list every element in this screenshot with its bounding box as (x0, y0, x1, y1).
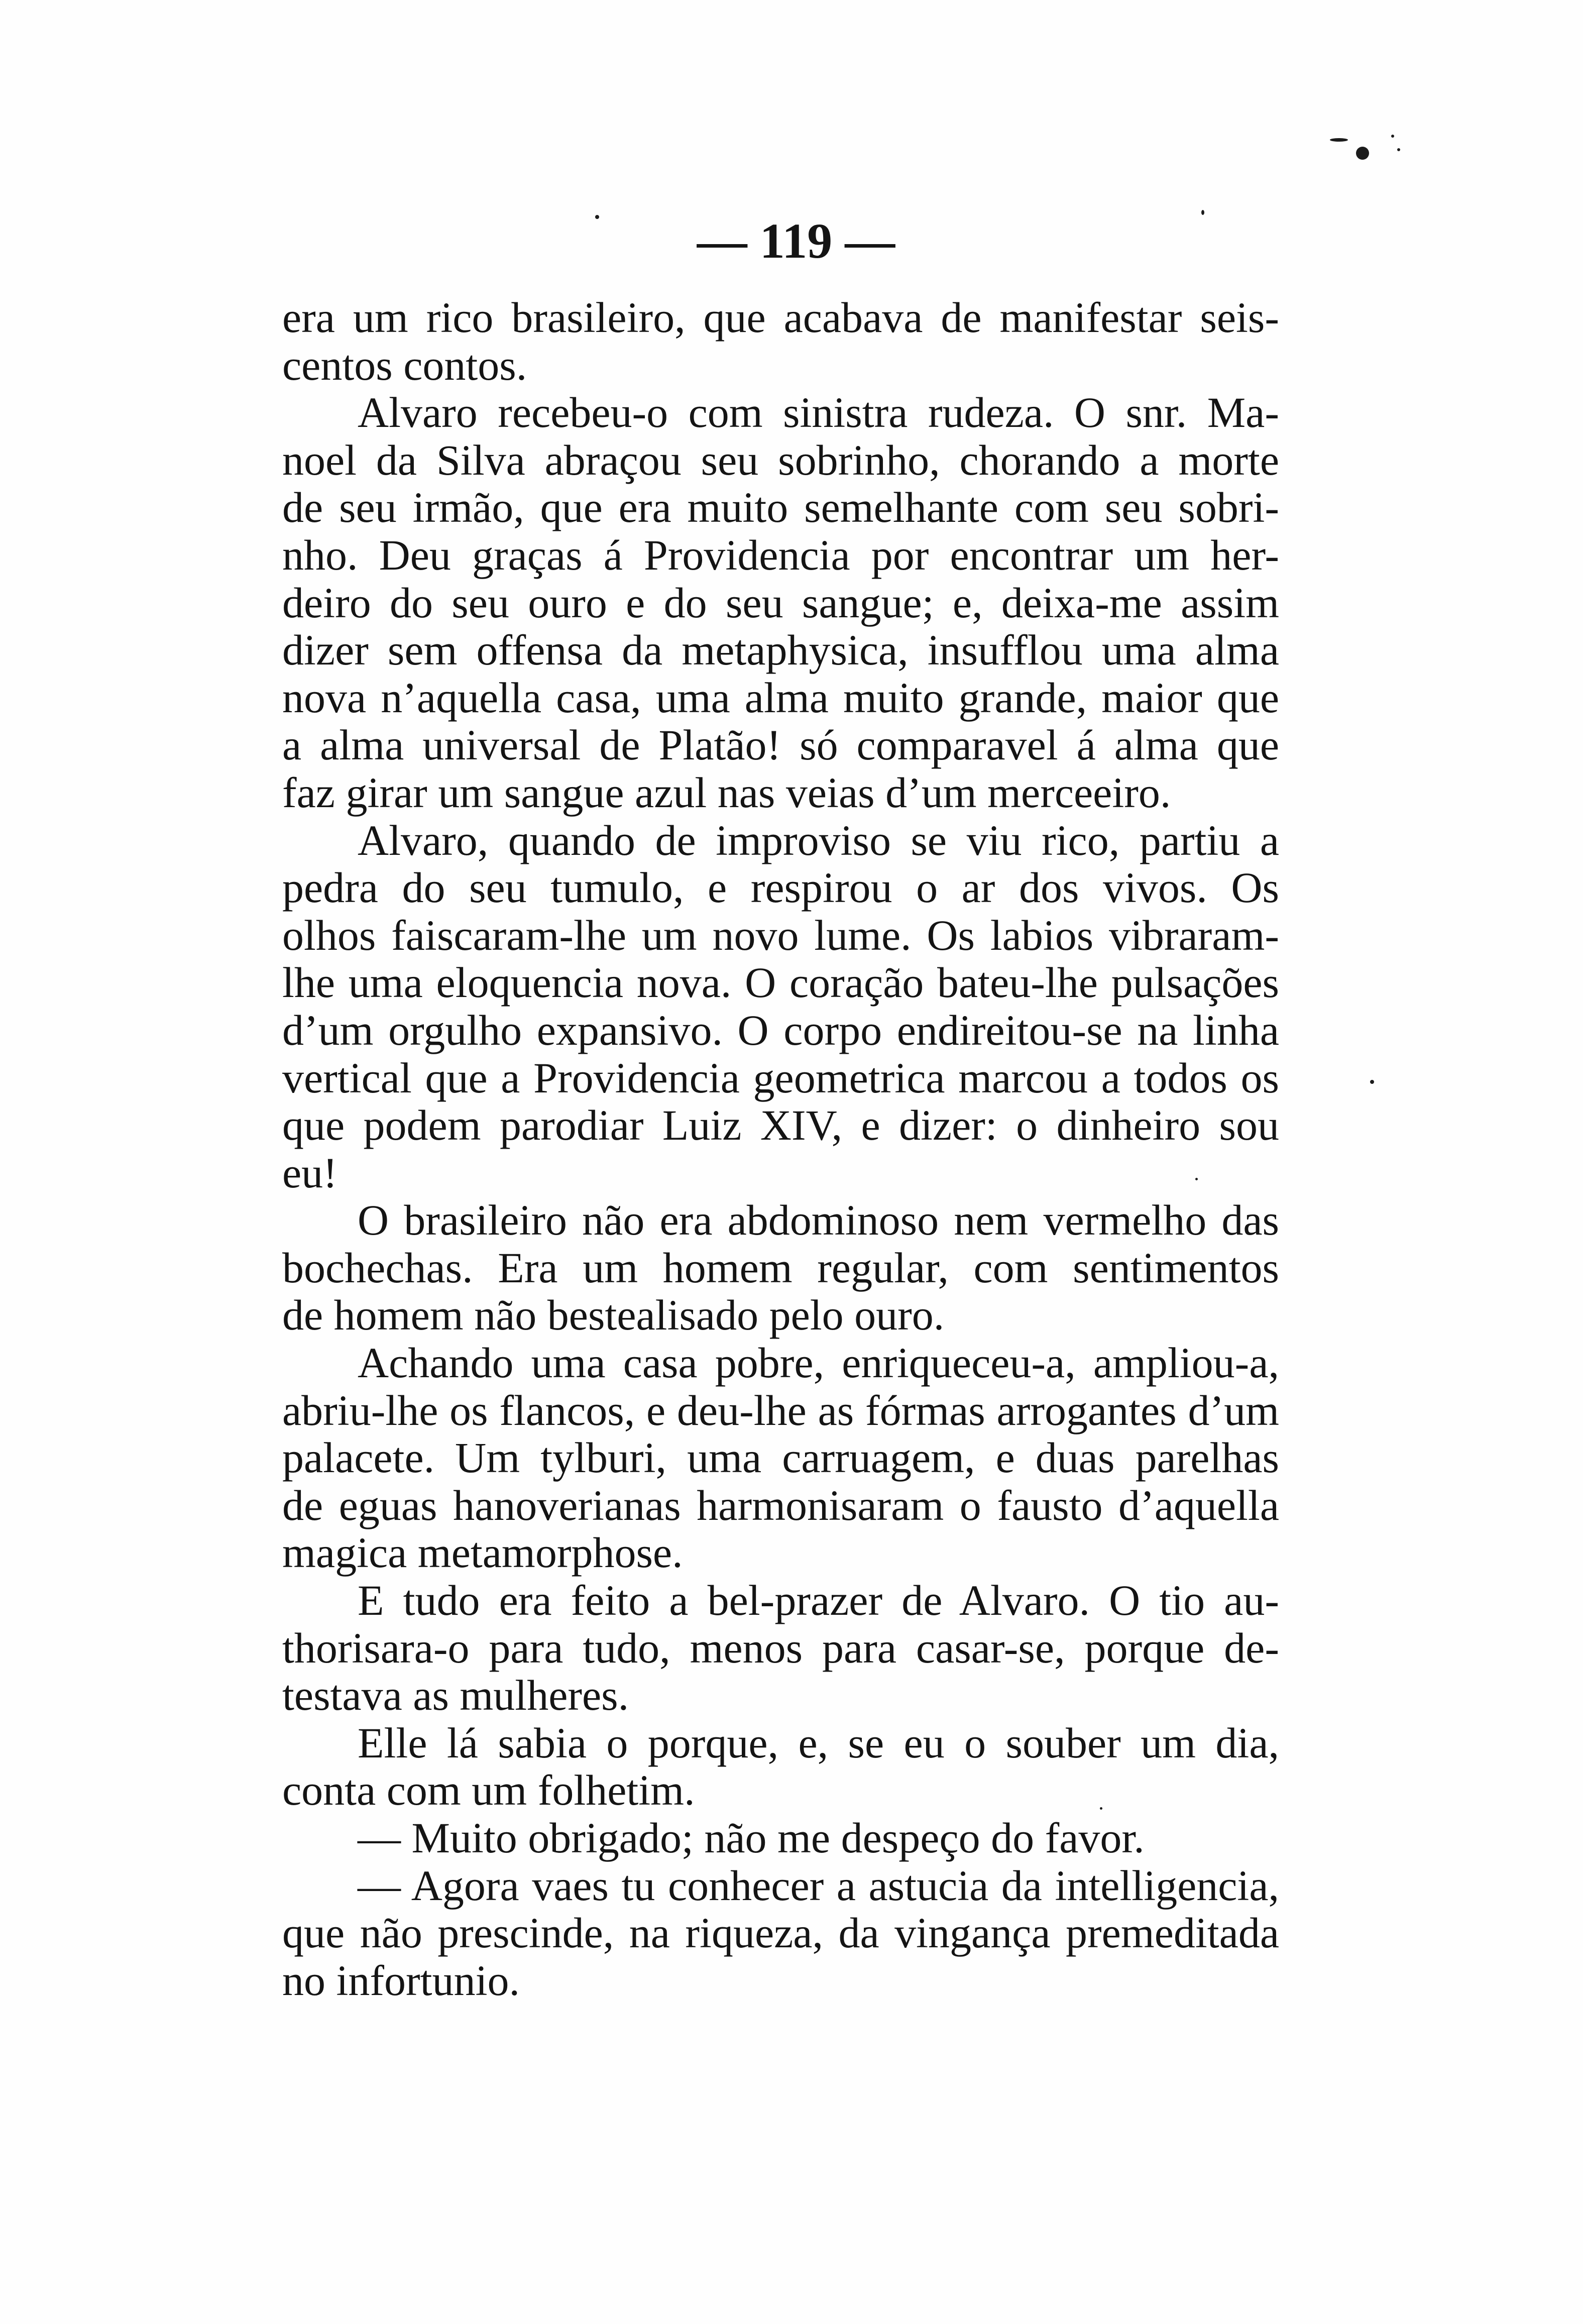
text-line: deiro do seu ouro e do seu sangue; e, deixa-me assim (282, 578, 1279, 627)
scan-speck (1356, 147, 1369, 160)
text-line: que podem parodiar Luiz XIV, e dizer: o dinheiro sou (282, 1101, 1279, 1150)
scan-speck (1397, 148, 1400, 151)
text-line: bochechas. Era um homem regular, com sentimentos (282, 1243, 1279, 1292)
text-line: Elle lá sabia o porque, e, se eu o souber um dia, (358, 1718, 1279, 1767)
text-line: nho. Deu graças á Providencia por encontrar um her- (282, 530, 1279, 579)
text-line: no infortunio. (282, 1956, 520, 2005)
text-line: conta com um folhetim. (282, 1766, 695, 1815)
scan-speck (1100, 1807, 1102, 1810)
scan-speck (595, 215, 599, 219)
text-line: nova n’aquella casa, uma alma muito grande, maior que (282, 673, 1279, 722)
text-line: faz girar um sangue azul nas veias d’um merceeiro. (282, 768, 1171, 817)
text-line: lhe uma eloquencia nova. O coração bateu-lhe pulsações (282, 958, 1279, 1007)
text-line: — Muito obrigado; não me despeço do favor. (358, 1814, 1145, 1862)
text-line: vertical que a Providencia geometrica marcou a todos os (282, 1053, 1279, 1102)
body-text (282, 294, 1279, 2004)
text-line: E tudo era feito a bel-prazer de Alvaro. O tio au- (358, 1576, 1279, 1625)
text-line: a alma universal de Platão! só comparavel á alma que (282, 721, 1279, 769)
text-line: d’um orgulho expansivo. O corpo endireitou-se na linha (282, 1006, 1279, 1054)
text-line: que não prescinde, na riqueza, da vingança premeditada (282, 1909, 1279, 1957)
text-line: magica metamorphose. (282, 1528, 683, 1577)
text-line: dizer sem offensa da metaphysica, insufflou uma alma (282, 626, 1279, 675)
text-line: de eguas hanoverianas harmonisaram o fausto d’aquella (282, 1481, 1279, 1529)
page-number: — 119 — (697, 213, 895, 269)
text-line: Alvaro, quando de improviso se viu rico, partiu a (358, 816, 1279, 864)
text-line: O brasileiro não era abdominoso nem vermelho das (358, 1196, 1279, 1245)
text-line: Achando uma casa pobre, enriqueceu-a, ampliou-a, (358, 1339, 1279, 1387)
scan-speck (1201, 210, 1204, 215)
text-line: palacete. Um tylburi, uma carruagem, e duas parelhas (282, 1433, 1279, 1482)
text-line: noel da Silva abraçou seu sobrinho, chorando a morte (282, 435, 1279, 484)
text-line: Alvaro recebeu-o com sinistra rudeza. O snr. Ma- (358, 388, 1279, 437)
text-line: testava as mulheres. (282, 1671, 629, 1720)
scan-speck (1391, 135, 1394, 138)
text-line: eu! (282, 1148, 337, 1197)
text-line: pedra do seu tumulo, e respirou o ar dos vivos. Os (282, 863, 1279, 912)
text-line: — Agora vaes tu conhecer a astucia da intelligencia, (358, 1861, 1279, 1910)
scan-speck (1370, 1080, 1374, 1084)
text-line: olhos faiscaram-lhe um novo lume. Os labios vibraram- (282, 911, 1279, 959)
text-line: thorisara-o para tudo, menos para casar-se, porque de- (282, 1623, 1279, 1672)
scan-speck (1330, 138, 1348, 142)
text-line: abriu-lhe os flancos, e deu-lhe as fórmas arrogantes d’um (282, 1386, 1279, 1434)
scan-speck (1195, 1178, 1198, 1180)
text-line: era um rico brasileiro, que acabava de manifestar seis- (282, 293, 1279, 342)
text-line: de homem não bestealisado pelo ouro. (282, 1291, 945, 1340)
text-line: centos contos. (282, 341, 527, 389)
text-line: de seu irmão, que era muito semelhante com seu sobri- (282, 483, 1279, 532)
